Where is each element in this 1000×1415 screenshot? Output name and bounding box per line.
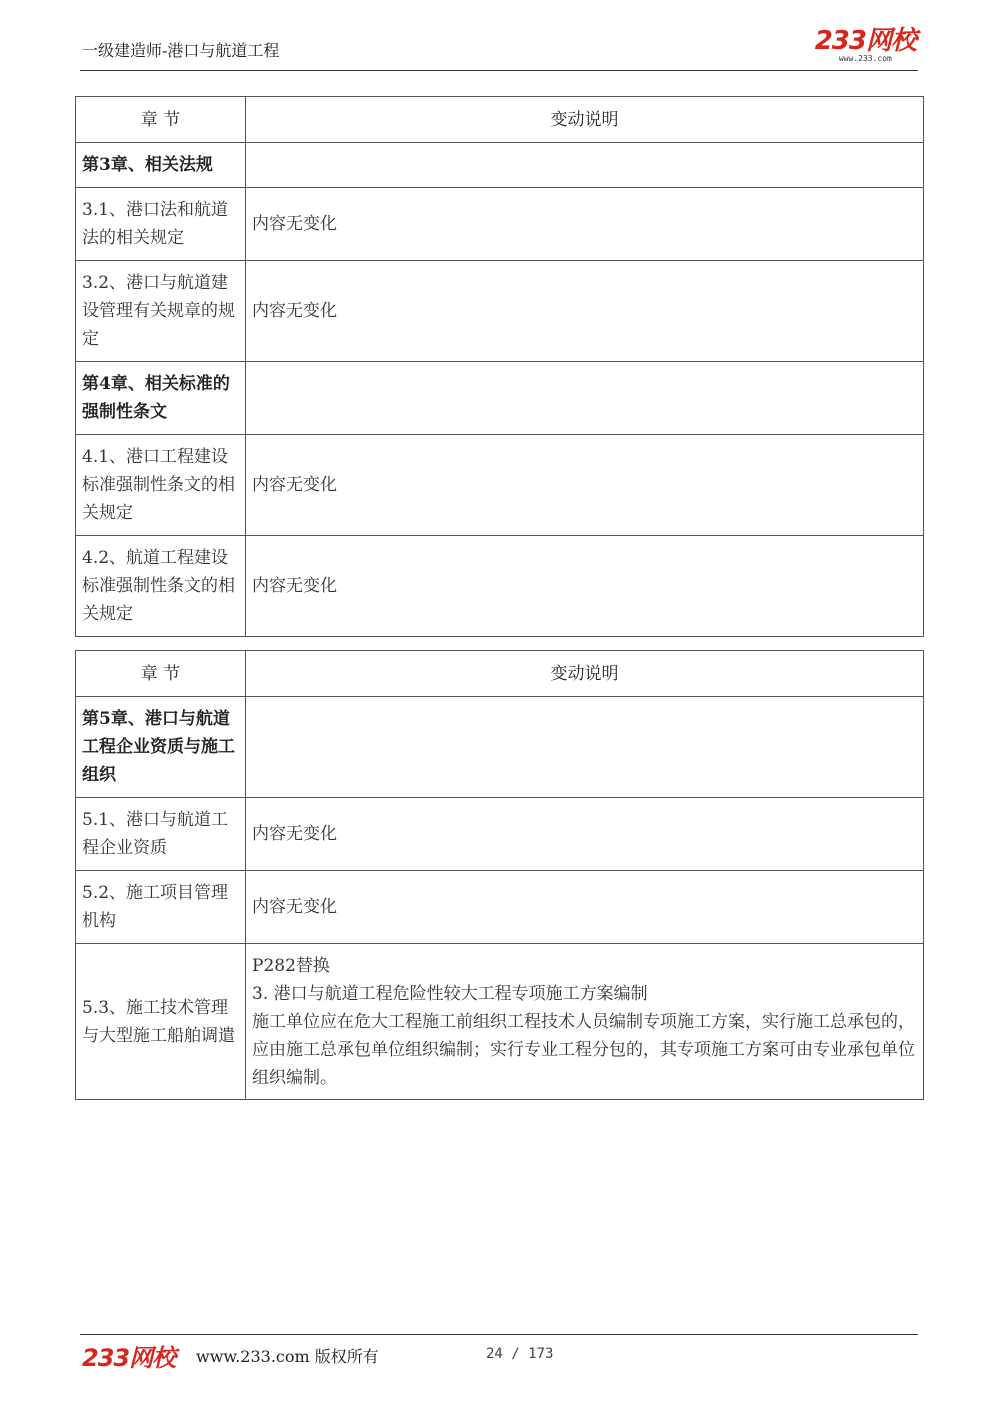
header-divider (80, 70, 918, 71)
table-header-row (76, 651, 924, 697)
table-row (76, 188, 924, 261)
desc-cell (246, 143, 924, 188)
footer-logo: 233网校 (82, 1344, 176, 1372)
desc-cell: 内容无变化 (246, 871, 924, 944)
section-cell: 5.1、港口与航道工程企业资质 (76, 798, 246, 871)
table-row (76, 261, 924, 362)
document-header-title: 一级建造师-港口与航道工程 (82, 41, 280, 60)
changes-table-1 (75, 96, 924, 637)
chapter-cell: 第3章、相关法规 (76, 143, 246, 188)
footer-copyright: www.233.com 版权所有 (196, 1347, 379, 1366)
table-row (76, 697, 924, 798)
header-change-description: 变动说明 (246, 651, 924, 697)
table-header-row (76, 97, 924, 143)
section-cell: 5.2、施工项目管理机构 (76, 871, 246, 944)
brand-logo (815, 28, 916, 63)
replacement-paragraph: 施工单位应在危大工程施工前组织工程技术人员编制专项施工方案，实行施工总承包的，应由施工总承包单位组织编制；实行专业工程分包的，其专项施工方案可由专业承包单位组织编制。 (252, 1011, 915, 1088)
desc-cell: 内容无变化 (246, 435, 924, 536)
section-cell: 4.1、港口工程建设标准强制性条文的相关规定 (76, 435, 246, 536)
desc-cell (246, 362, 924, 435)
desc-cell: 内容无变化 (246, 536, 924, 637)
table-row (76, 798, 924, 871)
table-row (76, 944, 924, 1100)
footer-divider (80, 1334, 918, 1335)
table-row (76, 143, 924, 188)
replacement-note: P282替换 (252, 955, 330, 976)
brand-logo-url: www.233.com (838, 54, 892, 63)
section-cell: 4.2、航道工程建设标准强制性条文的相关规定 (76, 536, 246, 637)
table-row (76, 871, 924, 944)
section-cell: 3.2、港口与航道建设管理有关规章的规定 (76, 261, 246, 362)
section-cell: 3.1、港口法和航道法的相关规定 (76, 188, 246, 261)
page-number: 24 / 173 (486, 1346, 554, 1362)
replacement-heading: 3. 港口与航道工程危险性较大工程专项施工方案编制 (252, 983, 648, 1004)
brand-logo-text: 233网校 (814, 26, 916, 56)
desc-cell: 内容无变化 (246, 261, 924, 362)
desc-cell: 内容无变化 (246, 798, 924, 871)
chapter-cell: 第4章、相关标准的强制性条文 (76, 362, 246, 435)
section-cell: 5.3、施工技术管理与大型施工船舶调遣 (76, 944, 246, 1100)
header-chapter: 章 节 (76, 651, 246, 697)
table-row (76, 362, 924, 435)
table-row (76, 536, 924, 637)
desc-cell (246, 944, 924, 1100)
table-row (76, 435, 924, 536)
chapter-cell: 第5章、港口与航道工程企业资质与施工组织 (76, 697, 246, 798)
changes-table-2 (75, 650, 924, 1100)
header-chapter: 章 节 (76, 97, 246, 143)
header-change-description: 变动说明 (246, 97, 924, 143)
desc-cell: 内容无变化 (246, 188, 924, 261)
desc-cell (246, 697, 924, 798)
